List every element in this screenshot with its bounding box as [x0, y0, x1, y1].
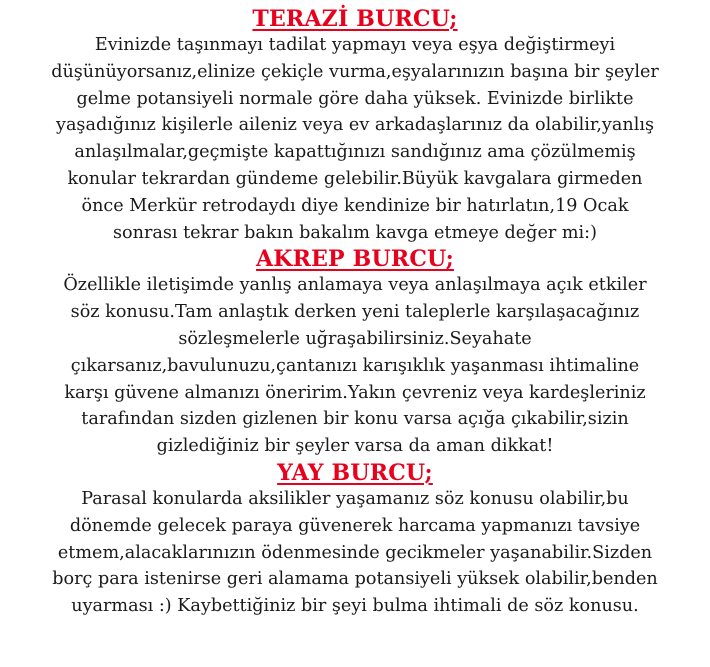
text-line: Parasal konularda aksilikler yaşamanız söz konusu olabilir,bu — [81, 488, 629, 509]
section-heading: TERAZİ BURCU; — [252, 6, 458, 32]
text-line: gelme potansiyeli normale göre daha yüksek. Evinizde birlikte — [76, 88, 634, 109]
text-line: dönemde gelecek paraya güvenerek harcama yapmanızı tavsiye — [69, 515, 641, 536]
text-line: söz konusu.Tam anlaştık derken yeni taleplerle karşılaşacağınız — [70, 302, 640, 323]
section-body — [0, 272, 710, 460]
text-line: karşı güvene almanızı öneririm.Yakın çevreniz veya kardeşleriniz — [64, 382, 646, 403]
text-line: etmem,alacaklarınızın ödenmesinde gecikmeler yaşanabilir.Sizden — [57, 542, 653, 563]
section-body — [0, 32, 710, 246]
text-line: konular tekrardan gündeme gelebilir.Büyük kavgalara girmeden — [67, 168, 643, 189]
text-line: çıkarsanız,bavulunuzu,çantanızı karışıklık yaşanması ihtimaline — [70, 355, 640, 376]
text-line: anlaşılmalar,geçmişte kapattığınızı sandığınız ama çözülmemiş — [74, 142, 636, 163]
text-line: yaşadığınız kişilerle aileniz veya ev arkadaşlarınız da olabilir,yanlış — [56, 115, 654, 136]
section-body — [0, 486, 710, 620]
section-yay — [0, 460, 710, 620]
text-line: sonrası tekrar bakın bakalım kavga etmeye değer mi:) — [113, 222, 597, 243]
text-line: sözleşmelerle uğraşabilirsiniz.Seyahate — [178, 328, 532, 349]
text-line: uyarması :) Kaybettiğiniz bir şeyi bulma ihtimali de söz konusu. — [71, 596, 639, 617]
text-line: düşünüyorsanız,elinize çekiçle vurma,eşyalarınızın başına bir şeyler — [51, 61, 659, 82]
text-line: önce Merkür retrodaydı diye kendinize bir hatırlatın,19 Ocak — [81, 195, 629, 216]
section-terazi — [0, 6, 710, 246]
text-line: borç para istenirse geri alamama potansiyeli yüksek olabilir,benden — [52, 569, 658, 590]
text-line: Evinizde taşınmayı tadilat yapmayı veya eşya değiştirmeyi — [94, 35, 616, 55]
text-line: Özellikle iletişimde yanlış anlamaya veya anlaşılmaya açık etkiler — [63, 275, 647, 296]
section-heading: YAY BURCU; — [277, 459, 433, 486]
text-line: tarafından sizden gizlenen bir konu varsa açığa çıkabilir,sizin — [81, 409, 629, 430]
section-heading: AKREP BURCU; — [256, 246, 454, 273]
section-akrep — [0, 246, 710, 460]
text-line: gizlediğiniz bir şeyler varsa da aman dikkat! — [156, 436, 554, 457]
